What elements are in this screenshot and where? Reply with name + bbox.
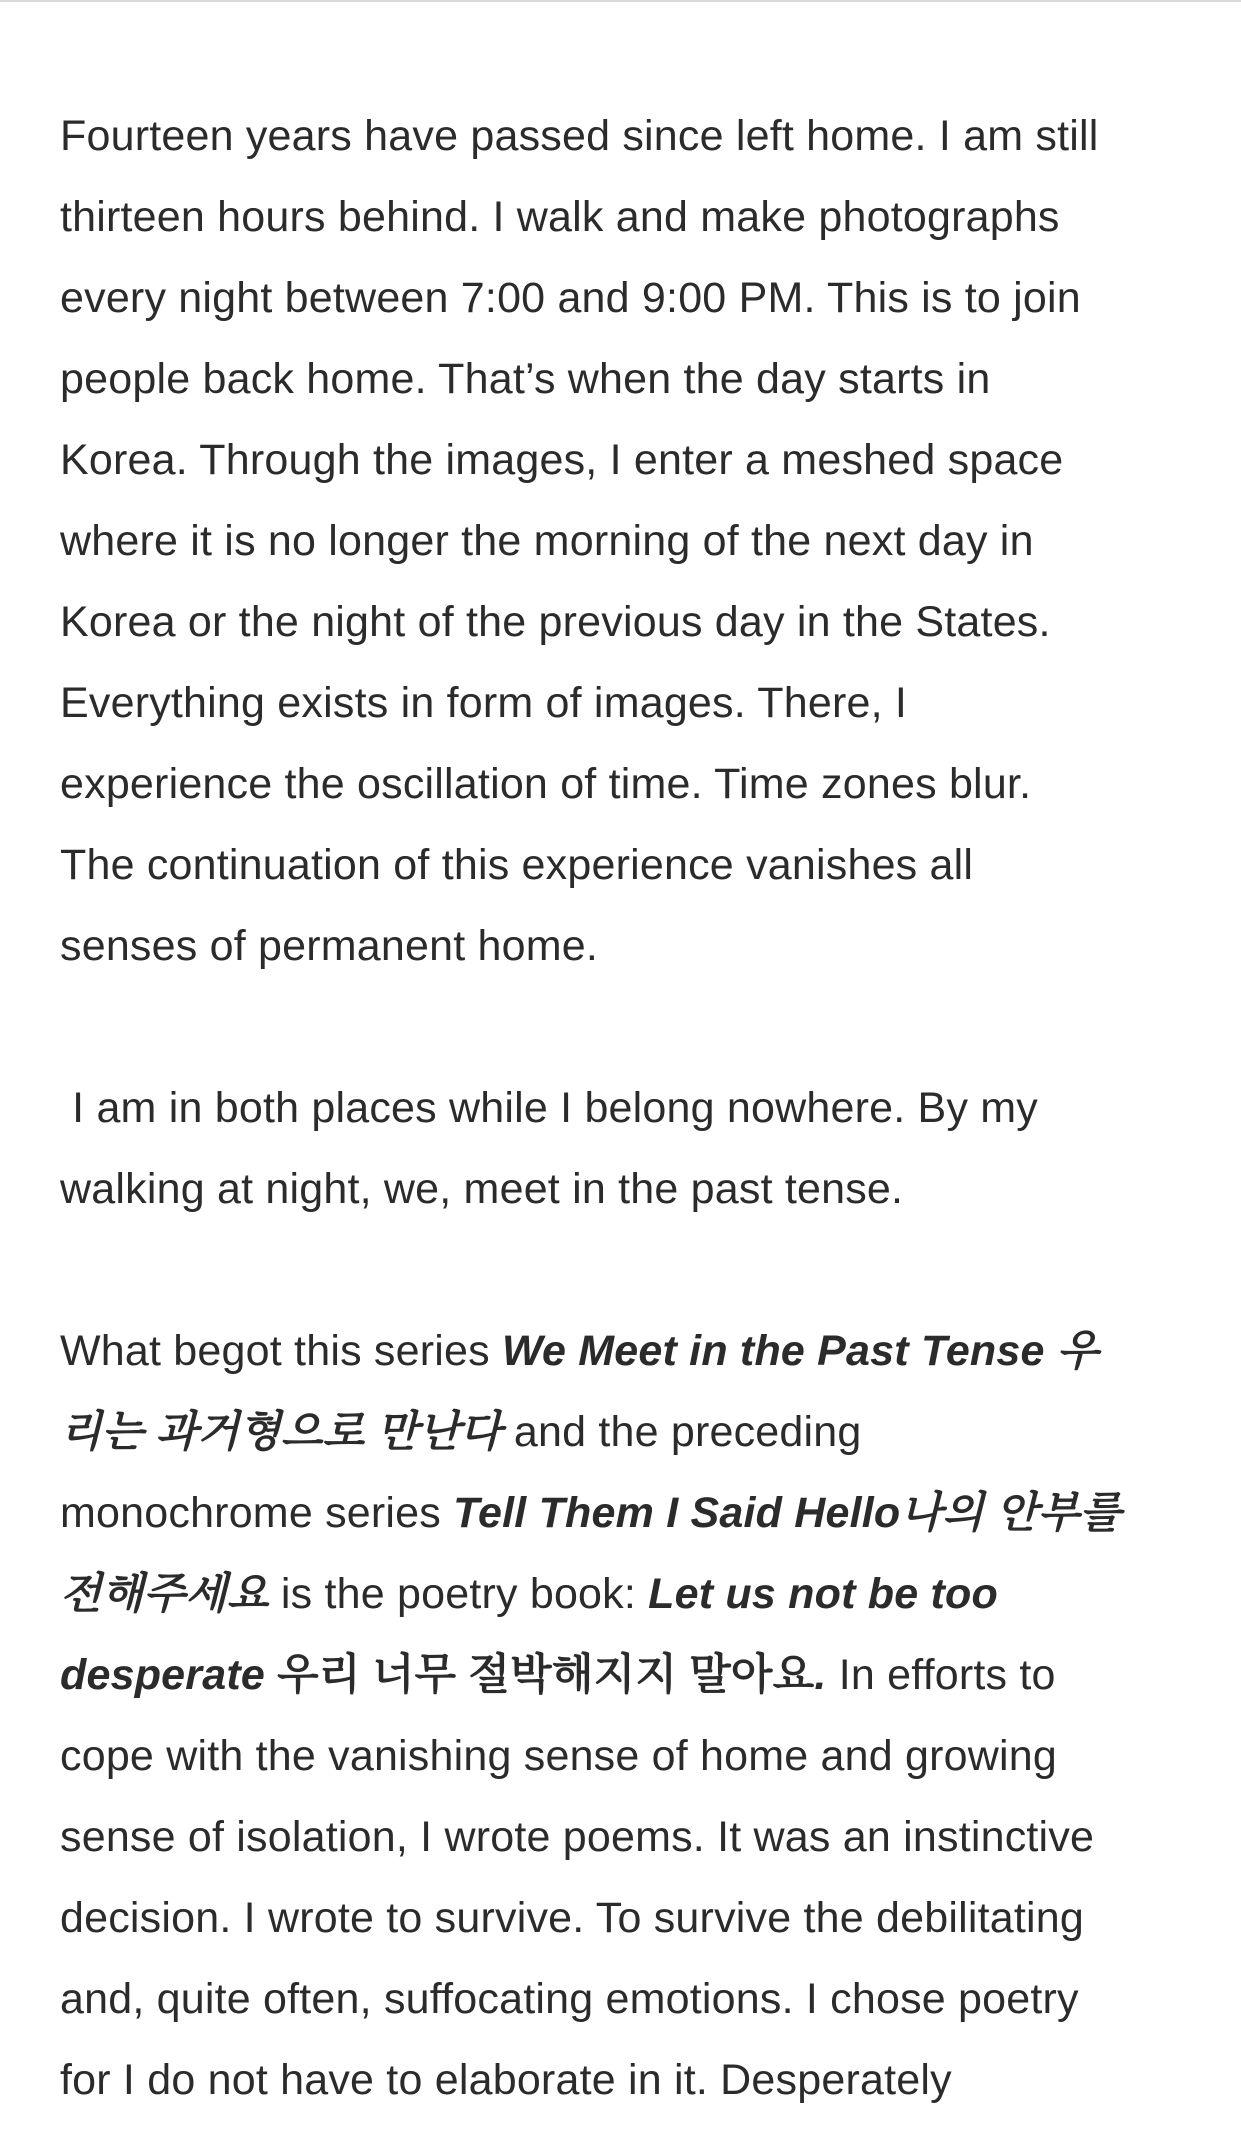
series-title: We Meet in the Past Tense 우 <box>501 1327 1099 1375</box>
paragraph-3 <box>60 1311 1190 2121</box>
line-text: and the preceding <box>501 1408 862 1456</box>
text-line <box>60 1635 1190 1716</box>
text-line: I am in both places while I belong nowhere. By my <box>60 1084 1039 1132</box>
book-title: desperate <box>60 1651 265 1699</box>
line-text: is the poetry book: <box>268 1570 649 1618</box>
line-text: In efforts to <box>826 1651 1056 1699</box>
text-line: people back home. That’s when the day starts in <box>60 355 991 403</box>
text-line: The continuation of this experience vanishes all <box>60 841 974 889</box>
text-line: Korea. Through the images, I enter a meshed space <box>60 436 1064 484</box>
text-line: where it is no longer the morning of the next day in <box>60 517 1034 565</box>
article-body <box>60 96 1190 2121</box>
book-title-korean: 우리 너무 절박해지지 말아요 <box>264 1651 815 1699</box>
paragraph-2 <box>60 1068 1190 1230</box>
text-line: for I do not have to elaborate in it. Desperately <box>60 2056 952 2104</box>
text-line: experience the oscillation of time. Time zones blur. <box>60 760 1032 808</box>
text-line: senses of permanent home. <box>60 922 599 970</box>
paragraph-spacer <box>60 1230 1190 1311</box>
series-title: Tell Them I Said Hello나의 안부를 <box>453 1489 1122 1537</box>
text-line: Fourteen years have passed since left home. I am still <box>60 112 1099 160</box>
book-title-period: . <box>814 1651 827 1699</box>
text-line: decision. I wrote to survive. To survive the debilitating <box>60 1894 1084 1942</box>
text-line: Korea or the night of the previous day in the States. <box>60 598 1051 646</box>
text-line: thirteen hours behind. I walk and make photographs <box>60 193 1060 241</box>
text-line <box>60 1311 1190 1392</box>
text-line <box>60 1554 1190 1635</box>
text-line: sense of isolation, I wrote poems. It was an instinctive <box>60 1813 1095 1861</box>
line-text: monochrome series <box>60 1489 454 1537</box>
text-line: cope with the vanishing sense of home and growing <box>60 1732 1058 1780</box>
series-title: 리는 과거형으로 만난다 <box>60 1408 502 1456</box>
text-line <box>60 1473 1190 1554</box>
paragraph-1 <box>60 96 1190 987</box>
top-divider <box>0 0 1241 2</box>
text-line: every night between 7:00 and 9:00 PM. This is to join <box>60 274 1081 322</box>
text-line <box>60 1392 1190 1473</box>
paragraph-spacer <box>60 987 1190 1068</box>
book-title: Let us not be too <box>648 1570 998 1618</box>
line-text: What begot this series <box>60 1327 502 1375</box>
text-line: walking at night, we, meet in the past tense. <box>60 1165 904 1213</box>
series-title: 전해주세요 <box>60 1570 269 1618</box>
text-line: and, quite often, suffocating emotions. I chose poetry <box>60 1975 1079 2023</box>
text-line: Everything exists in form of images. There, I <box>60 679 908 727</box>
